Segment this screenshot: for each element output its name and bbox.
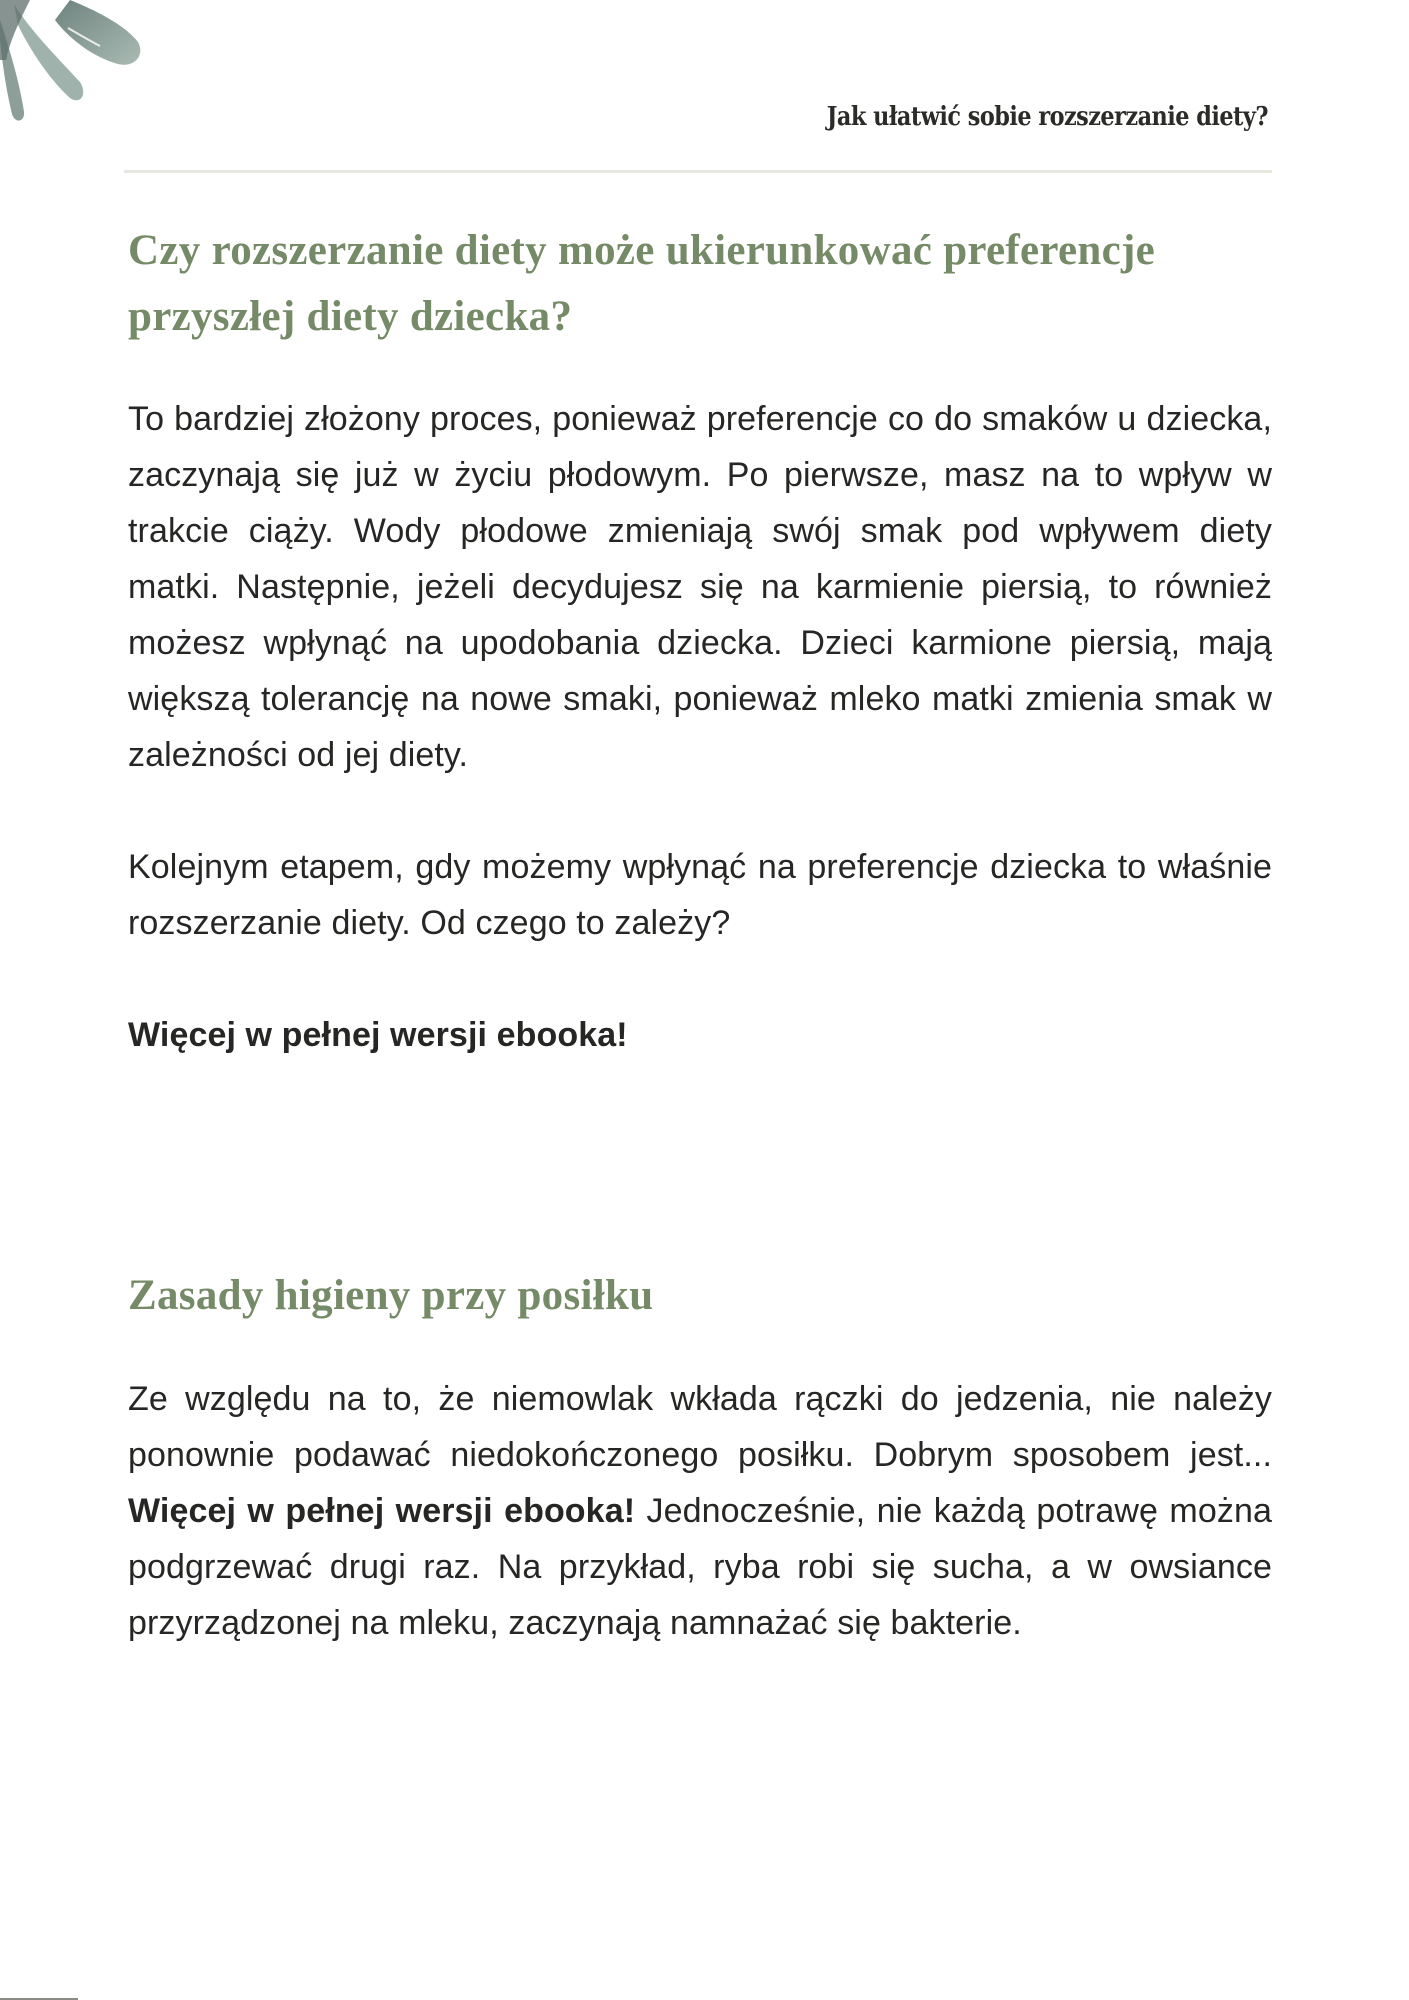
- section-heading-preferences: Czy rozszerzanie diety może ukierunkować preferencje przyszłej diety dziecka?: [128, 227, 1156, 340]
- ebook-teaser-note: Więcej w pełnej wersji ebooka!: [128, 1016, 628, 1054]
- paragraph-hygiene-start: Ze względu na to, że niemowlak wkłada rączki do jedzenia, nie należy ponownie podawać niedokończonego posiłku. Dobrym sposobem jest...: [128, 1380, 1272, 1474]
- ebook-teaser-inline: Więcej w pełnej wersji ebooka!: [128, 1492, 636, 1530]
- header-divider: [124, 170, 1272, 173]
- paragraph-hygiene: [128, 1371, 1272, 1651]
- watercolor-leaf-icon: [0, 0, 145, 130]
- section-heading-hygiene: Zasady higieny przy posiłku: [128, 1272, 654, 1319]
- running-header-title: Jak ułatwić sobie rozszerzanie diety?: [826, 102, 1268, 132]
- paragraph-preferences-1: To bardziej złożony proces, ponieważ preferencje co do smaków u dziecka, zaczynają się już w życiu płodowym. Po pierwsze, masz na to wpływ w trakcie ciąży. Wody płodowe zmieniają swój smak pod wpływem diety matki. Następnie, jeżeli decydujesz się na karmienie piersią, to również możesz wpłynąć na upodobania dziecka. Dzieci karmione piersią, mają większą tolerancję na nowe smaki, ponieważ mleko matki zmienia smak w zależności od jej diety.: [128, 400, 1272, 774]
- page-content: [128, 218, 1272, 1651]
- paragraph-preferences-2: Kolejnym etapem, gdy możemy wpłynąć na preferencje dziecka to właśnie rozszerzanie diety. Od czego to zależy?: [128, 848, 1272, 942]
- paragraph-hygiene-end: Jednocześnie, nie każdą potrawę można podgrzewać drugi raz. Na przykład, ryba robi się sucha, a w owsiance przyrządzonej na mleku, zaczynają namnażać się bakterie.: [128, 1492, 1272, 1642]
